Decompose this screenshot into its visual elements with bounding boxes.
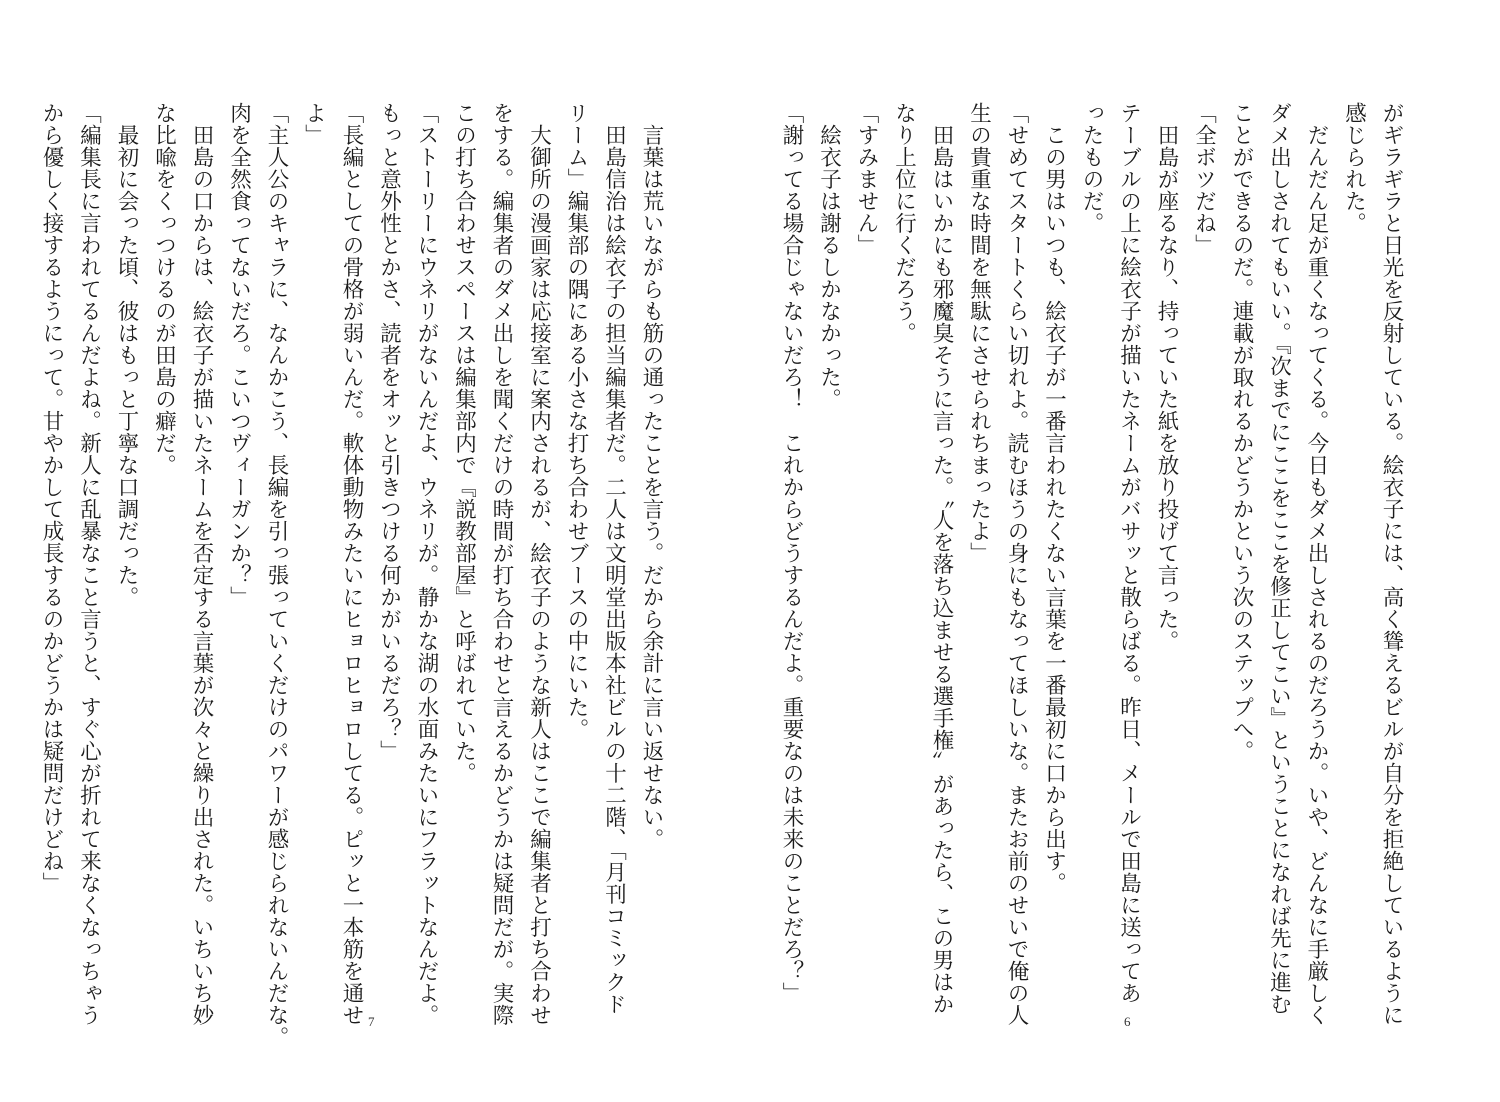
text-line: だんだん足が重くなってくる。今日もダメ出しされるのだろうか。いや、どんなに手厳しく [1304, 123, 1329, 1026]
right-page-text [779, 102, 1410, 1026]
text-line: から優しく接するようにって。甘やかして成長するのかどうかは疑問だけどね」 [39, 102, 64, 894]
text-line: なり上位に行くだろう。 [891, 102, 917, 344]
page-number: 6 [1124, 1014, 1131, 1029]
text-line: 感じられた。 [1341, 102, 1367, 234]
text-line: ことができるのだ。連載が取れるかどうかという次のステップへ。 [1229, 102, 1254, 762]
text-line: 田島の口からは、絵衣子が描いたネームを否定する言葉が次々と繰り出された。いちいち妙 [189, 123, 214, 1026]
text-line: をする。編集者のダメ出しを聞くだけの時間が打ち合わせと言えるかどうかは疑問だが。実際 [489, 102, 514, 1026]
text-line: 「すみません」 [854, 102, 879, 256]
text-line: 「全ボツだね」 [1191, 102, 1217, 256]
right-page [750, 0, 1500, 1102]
text-line: 「謝ってる場合じゃないだろ！ これからどうするんだよ。重要なのは未来のことだろ？」 [779, 102, 804, 1004]
text-line: この打ち合わせスペースは編集部内で『説教部屋』と呼ばれていた。 [451, 102, 477, 784]
text-line: テーブルの上に絵衣子が描いたネームがバサッと散らばる。昨日、メールで田島に送ってあ [1116, 102, 1142, 1004]
text-line: よ」 [301, 102, 327, 146]
text-line: 「長編としての骨格が弱いんだ。軟体動物みたいにヒョロヒョロしてる。ピッと一本筋を通せ [339, 102, 364, 1026]
text-line: ダメ出しされてもいい。『次までにここをここを修正してこい』ということになれば先に進む [1266, 102, 1292, 1016]
page-number: 7 [368, 1014, 375, 1029]
text-line: ったものだ。 [1079, 102, 1104, 234]
text-line: 最初に会った頃、彼はもっと丁寧な口調だった。 [114, 123, 139, 608]
text-line: 「編集長に言われてるんだよね。新人に乱暴なこと言うと、すぐ心が折れて来なくなっちゃう [76, 102, 102, 1026]
text-line: 絵衣子は謝るしかなかった。 [816, 123, 842, 410]
text-line: もっと意外性とかさ、読者をオッと引きつける何かがいるだろ？」 [376, 102, 402, 762]
text-line: 田島が座るなり、持っていた紙を放り投げて言った。 [1154, 123, 1179, 652]
text-line: な比喩をくっつけるのが田島の癖だ。 [151, 102, 177, 476]
text-line: 生の貴重な時間を無駄にさせられちまったよ」 [966, 102, 992, 564]
text-line: 田島はいかにも邪魔臭そうに言った。〝人を落ち込ませる選手権〟があったら、この男はか [929, 123, 954, 1015]
text-line: がギラギラと日光を反射している。絵衣子には、高く聳えるビルが自分を拒絶しているように [1379, 102, 1404, 1026]
text-line: この男はいつも、絵衣子が一番言われたくない言葉を一番最初に口から出す。 [1041, 123, 1067, 894]
text-line: 田島信治は絵衣子の担当編集者だ。二人は文明堂出版本社ビルの十二階、「月刊コミックド [601, 123, 627, 1015]
text-line: 「ストーリーにウネリがないんだよ、ウネリが。静かな湖の水面みたいにフラットなんだよ。 [414, 102, 439, 1026]
text-line: 「主人公のキャラに、なんかこう、長編を引っ張っていくだけのパワーが感じられないんだな。 [264, 102, 289, 1048]
text-line: 肉を全然食ってないだろ。こいつヴィーガンか？」 [226, 102, 252, 608]
text-line: 「せめてスタートくらい切れよ。読むほうの身にもなってほしいな。またお前のせいで俺の人 [1004, 102, 1029, 1026]
text-line: 言葉は荒いながらも筋の通ったことを言う。だから余計に言い返せない。 [639, 123, 664, 850]
text-line: リーム」編集部の隅にある小さな打ち合わせブースの中にいた。 [564, 102, 589, 740]
left-page-text [39, 102, 670, 1048]
text-line: 大御所の漫画家は応接室に案内されるが、絵衣子のような新人はここで編集者と打ち合わせ [526, 123, 552, 1026]
